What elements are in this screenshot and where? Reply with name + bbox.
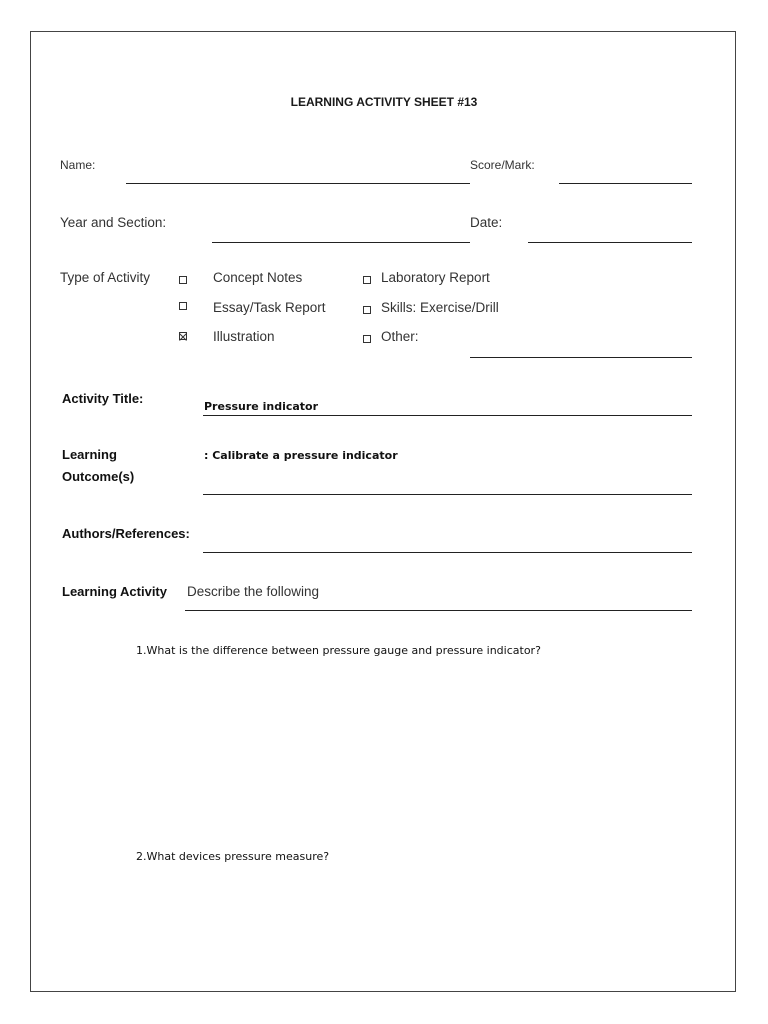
- other-label: Other:: [381, 329, 419, 344]
- question-2: 2.What devices pressure measure?: [136, 850, 330, 863]
- year-section-label: Year and Section:: [60, 215, 167, 230]
- activity-title-field[interactable]: [203, 415, 692, 416]
- date-label: Date:: [470, 215, 503, 230]
- laboratory-report-label: Laboratory Report: [381, 270, 490, 285]
- essay-task-report-label: Essay/Task Report: [213, 300, 326, 315]
- date-field[interactable]: [528, 242, 692, 243]
- score-label: Score/Mark:: [470, 158, 535, 172]
- learning-activity-value: Describe the following: [187, 584, 320, 599]
- activity-type-label: Type of Activity: [60, 270, 151, 285]
- name-label: Name:: [60, 158, 96, 172]
- year-section-field[interactable]: [212, 242, 470, 243]
- activity-sheet: [30, 31, 736, 992]
- skills-exercise-drill-label: Skills: Exercise/Drill: [381, 300, 499, 315]
- name-field[interactable]: [126, 183, 470, 184]
- authors-references-field[interactable]: [203, 552, 692, 553]
- other-checkbox[interactable]: [363, 335, 371, 343]
- learning-outcome-label-line2: Outcome(s): [62, 469, 135, 484]
- question-1: 1.What is the difference between pressure gauge and pressure indicator?: [136, 644, 541, 657]
- essay-task-report-checkbox[interactable]: [179, 302, 187, 310]
- learning-outcome-value: : Calibrate a pressure indicator: [204, 449, 398, 462]
- activity-title-value: Pressure indicator: [204, 400, 319, 413]
- laboratory-report-checkbox[interactable]: [363, 276, 371, 284]
- learning-outcome-field[interactable]: [203, 494, 692, 495]
- learning-activity-label: Learning Activity: [62, 584, 167, 599]
- illustration-label: Illustration: [213, 329, 275, 344]
- illustration-checkbox[interactable]: [179, 332, 187, 340]
- score-field[interactable]: [559, 183, 692, 184]
- sheet-title: LEARNING ACTIVITY SHEET #13: [290, 95, 478, 109]
- skills-exercise-drill-checkbox[interactable]: [363, 306, 371, 314]
- learning-activity-field[interactable]: [185, 610, 692, 611]
- authors-references-label: Authors/References:: [62, 526, 190, 541]
- learning-outcome-label-line1: Learning: [62, 447, 117, 462]
- other-field[interactable]: [470, 357, 692, 358]
- concept-notes-label: Concept Notes: [213, 270, 303, 285]
- activity-title-label: Activity Title:: [62, 391, 144, 406]
- concept-notes-checkbox[interactable]: [179, 276, 187, 284]
